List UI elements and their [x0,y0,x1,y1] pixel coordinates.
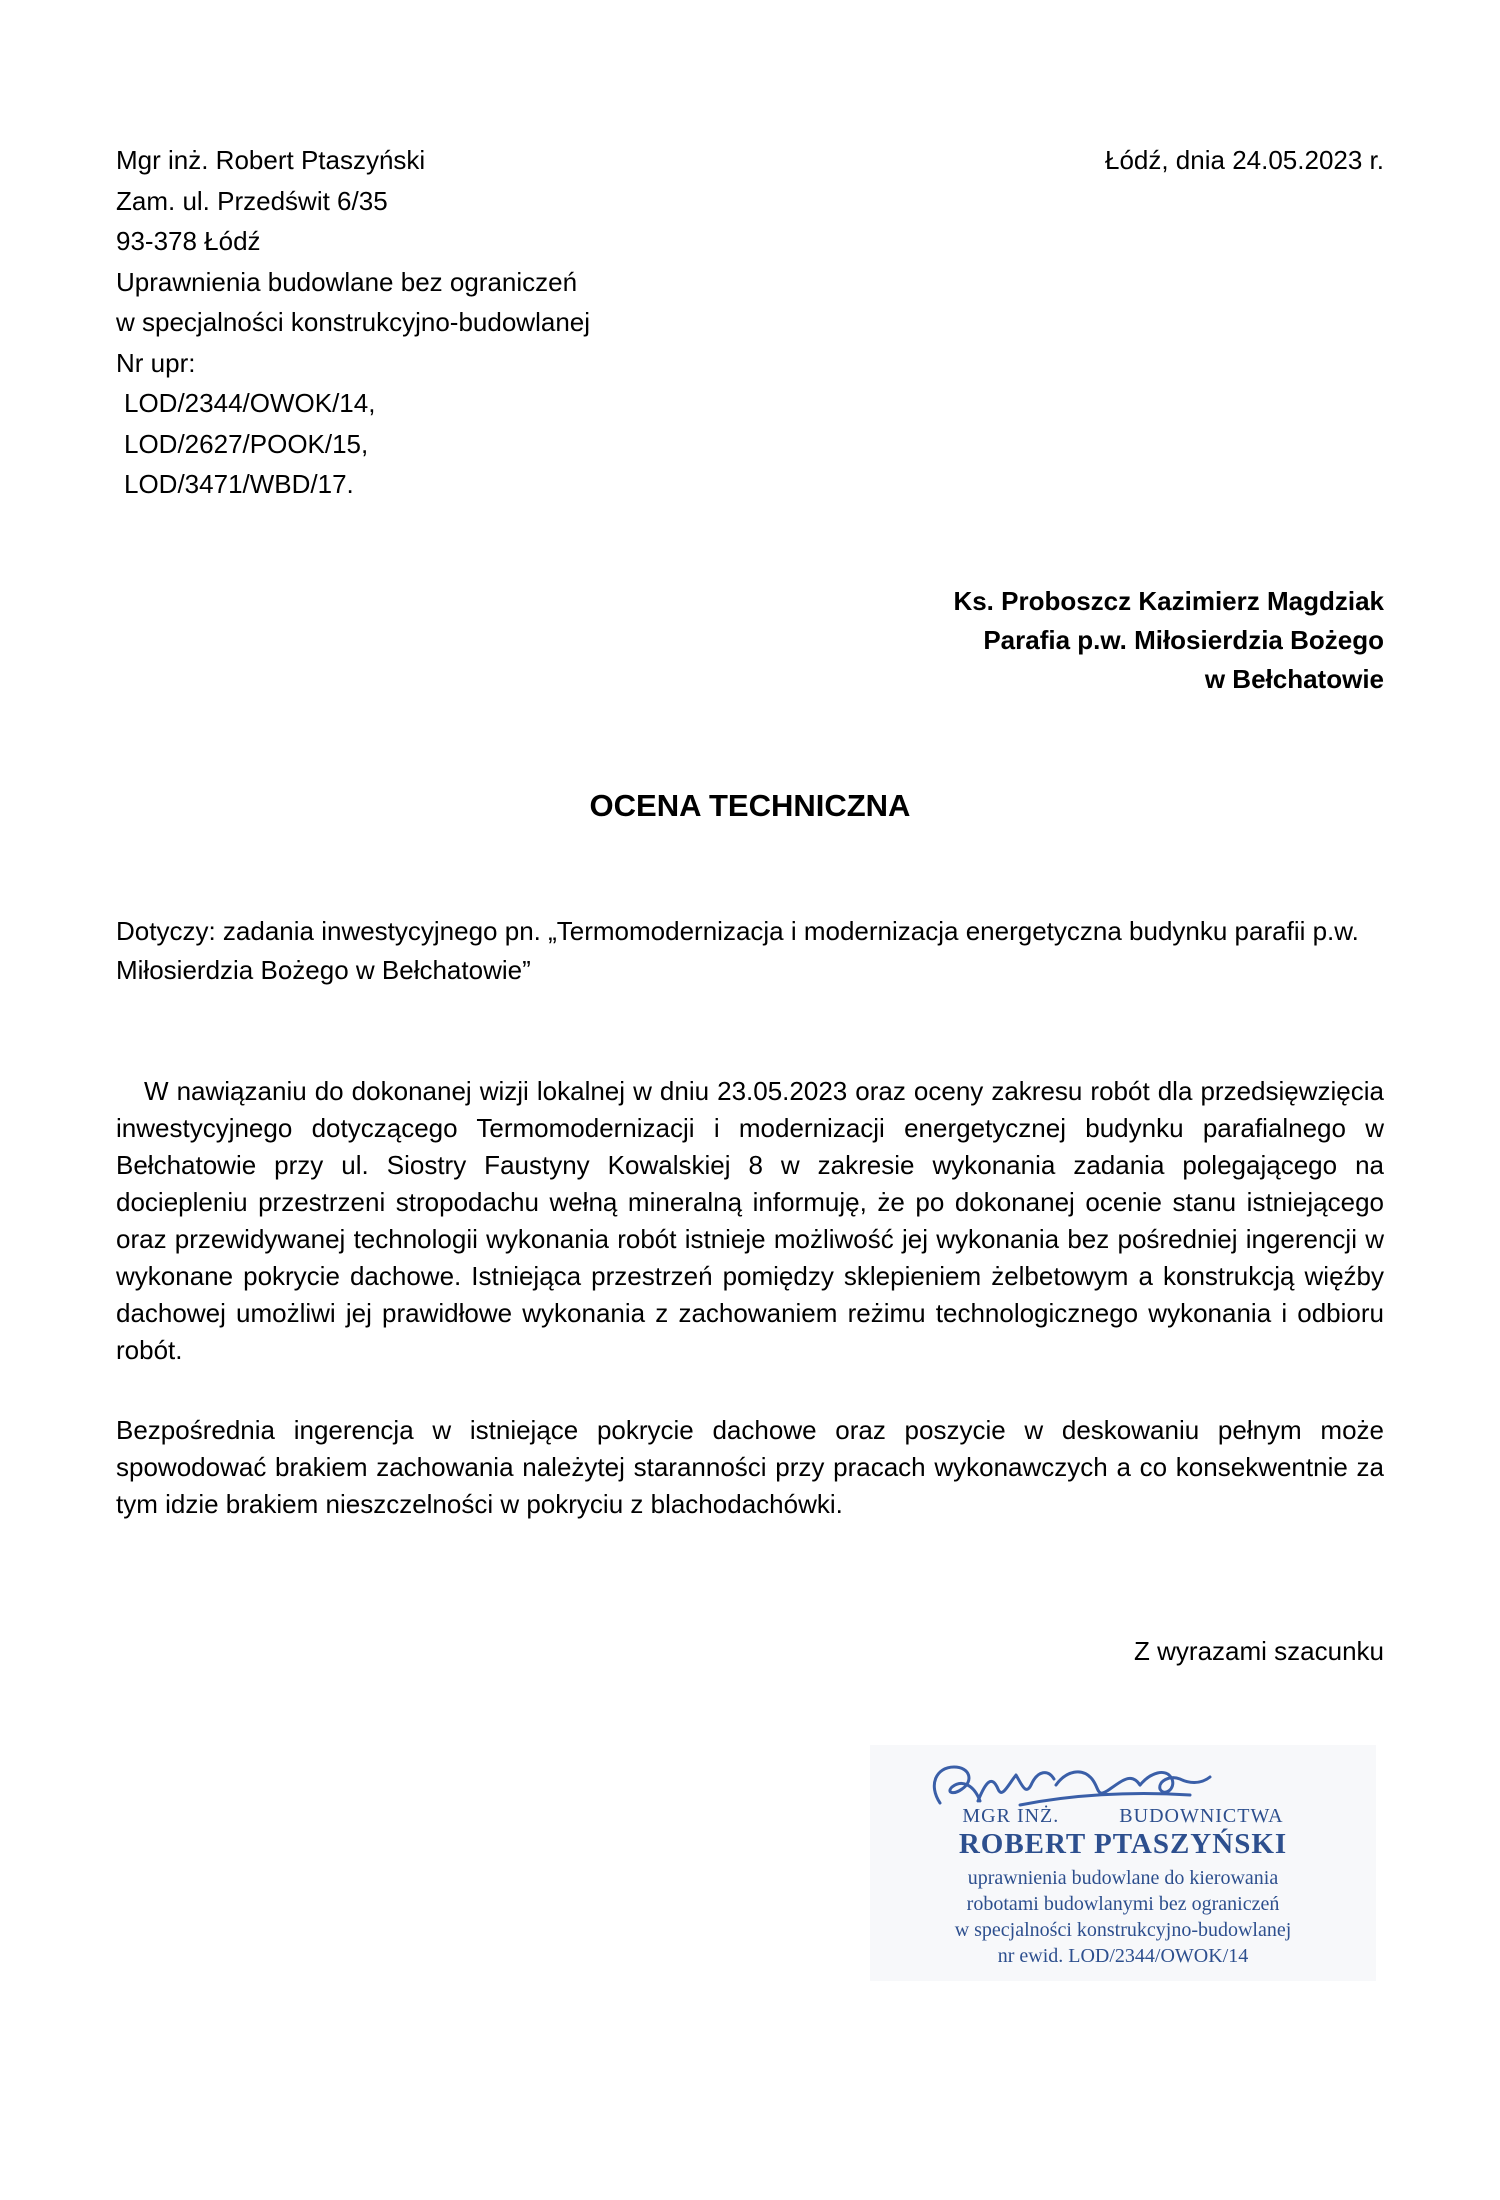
closing-salutation: Z wyrazami szacunku [1134,1636,1384,1666]
stamp-field: BUDOWNICTWA [1119,1805,1284,1827]
document-date: Łódź, dnia 24.05.2023 r. [1104,145,1384,175]
sender-address-street: Zam. ul. Przedświt 6/35 [116,185,388,216]
stamp-license-line: uprawnienia budowlane do kierowania [967,1867,1279,1889]
subject-line: Dotyczy: zadania inwestycyjnego pn. „Termomodernizacja i modernizacja energetyczna budynku parafii p.w. Miłosierdzia Bożego w Bełchatowie” [116,916,1359,985]
stamp-degree: MGR INŻ. [962,1805,1060,1827]
body-paragraph: W nawiązaniu do dokonanej wizji lokalnej w dniu 23.05.2023 oraz oceny zakresu robót dla przedsięwzięcia inwestycyjnego dotyczącego Termomodernizacji i modernizacji energetycznej budynku parafialnego w Bełchatowie przy ul. Siostry Faustyny Kowalskiej 8 w zakresie wykonania zadania polegającego na dociepleniu przestrzeni stropodachu wełną mineralną informuję, że po dokonanej ocenie stanu istniejącego oraz przewidywanej technologii wykonania robót istnieje możliwość jej wykonania bez pośredniej ingerencji w wykonane pokrycie dachowe. Istniejąca przestrzeń pomiędzy sklepieniem żelbetowym a konstrukcją więźby dachowej umożliwi jej prawidłowe wykonania z zachowaniem reżimu technologicznego wykonania i odbioru robót. [116,1076,1384,1365]
recipient-parish: Parafia p.w. Miłosierdzia Bożego [983,625,1384,655]
stamp-name: ROBERT PTASZYŃSKI [958,1828,1288,1860]
sender-block [116,140,590,505]
recipient-city: w Bełchatowie [1204,664,1384,694]
stamp-license-line: robotami budowlanymi bez ograniczeń [966,1893,1280,1915]
license-number: LOD/2344/OWOK/14, [124,388,376,418]
body-paragraph: Bezpośrednia ingerencja w istniejące pokrycie dachowe oraz poszycie w deskowaniu pełnym może spowodować brakiem zachowania należytej staranności przy pracach wykonawczych a co konsekwentnie za tym idzie brakiem nieszczelności w pokryciu z blachodachówki. [116,1415,1384,1519]
license-number: LOD/2627/POOK/15, [124,428,369,459]
stamp-license-line: w specjalności konstrukcyjno-budowlanej [954,1919,1292,1941]
sender-address-city: 93-378 Łódź [116,226,261,256]
recipient-name: Ks. Proboszcz Kazimierz Magdziak [953,586,1384,616]
recipient-block [953,582,1384,699]
license-number: LOD/3471/WBD/17. [124,469,354,499]
document-title: OCENA TECHNICZNA [589,788,911,823]
official-stamp [870,1745,1376,1981]
sender-specialty: w specjalności konstrukcyjno-budowlanej [116,307,591,337]
license-label: Nr upr: [116,347,196,378]
sender-qualification: Uprawnienia budowlane bez ograniczeń [116,266,578,297]
stamp-registration-number: nr ewid. LOD/2344/OWOK/14 [997,1945,1249,1967]
sender-name: Mgr inż. Robert Ptaszyński [116,145,426,175]
